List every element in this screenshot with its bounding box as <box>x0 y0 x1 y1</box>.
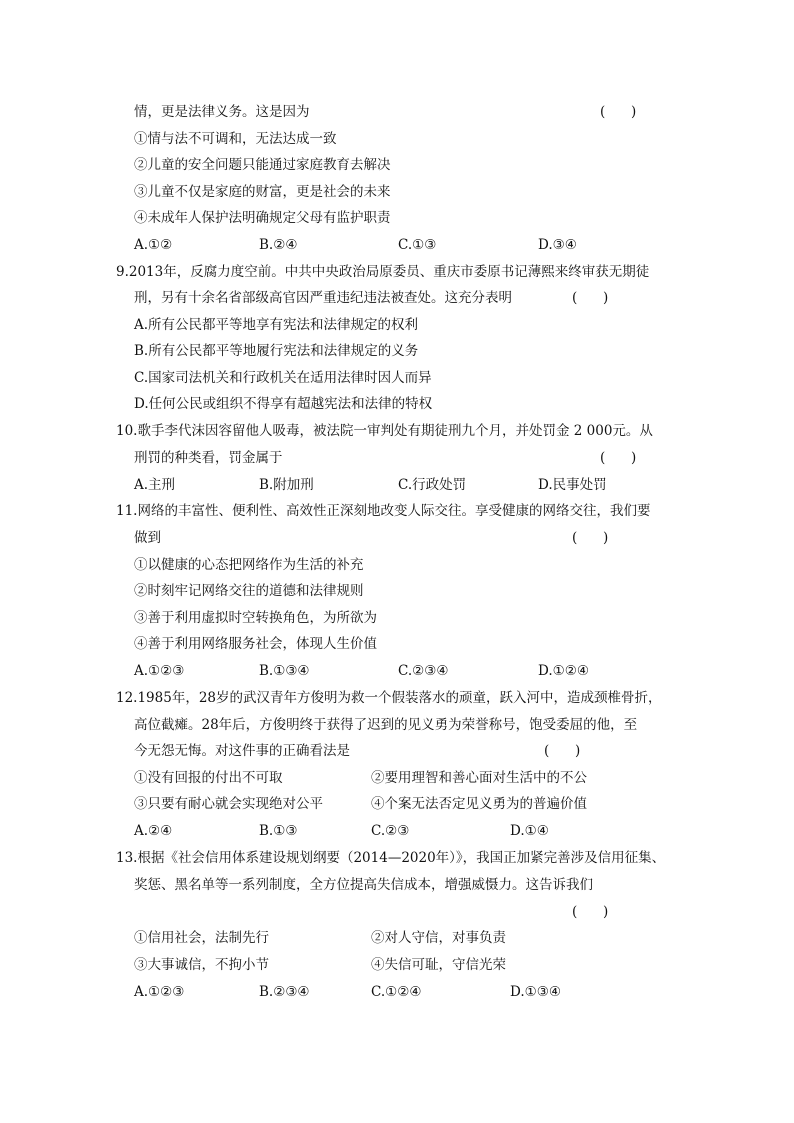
q12-item-4: ④个案无法否定见义勇为的普遍价值 <box>371 796 587 812</box>
q8-option-a: A.①② <box>134 237 173 253</box>
q13-item-4: ④失信可耻，守信光荣 <box>371 957 506 973</box>
q10-option-d: D.民事处罚 <box>538 477 607 493</box>
q11-option-b: B.①③④ <box>259 663 310 679</box>
q13-item-3: ③大事诚信，不拘小节 <box>134 957 269 973</box>
q8-option-b: B.②④ <box>259 237 298 253</box>
q11-item-4: ④善于利用网络服务社会，体现人生价值 <box>134 636 377 652</box>
q9-option-c: C.国家司法机关和行政机关在适用法律时因人而异 <box>134 370 432 386</box>
q8-item-4: ④未成年人保护法明确规定父母有监护职责 <box>134 210 391 226</box>
q10-option-c: C.行政处罚 <box>398 477 467 493</box>
q12-option-c: C.②③ <box>371 823 410 839</box>
q12-item-1: ①没有回报的付出不可取 <box>134 770 283 786</box>
q12-option-a: A.②④ <box>134 823 173 839</box>
q10-option-b: B.附加刑 <box>259 477 314 493</box>
q12-stem-line-2: 高位截瘫。28年后，方俊明终于获得了迟到的见义勇为荣誉称号，饱受委屈的他，至 <box>134 717 638 733</box>
q9-option-d: D.任何公民或组织不得享有超越宪法和法律的特权 <box>134 396 433 412</box>
q9-stem-line-1: 9.2013年，反腐力度空前。中共中央政治局原委员、重庆市委原书记薄熙来终审获无期徒 <box>116 264 650 280</box>
q9-stem-line-2: 刑，另有十余名省部级高官因严重违纪违法被查处。这充分表明 <box>134 290 512 306</box>
q8-item-2: ②儿童的安全问题只能通过家庭教育去解决 <box>134 157 391 173</box>
q12-option-d: D.①④ <box>510 823 549 839</box>
q8-option-c: C.①③ <box>398 237 437 253</box>
q10-option-a: A.主刑 <box>134 477 176 493</box>
q11-option-c: C.②③④ <box>398 663 449 679</box>
q8-item-3: ③儿童不仅是家庭的财富，更是社会的未来 <box>134 184 391 200</box>
q13-stem-line-2: 奖惩、黑名单等一系列制度，全方位提高失信成本，增强威慑力。这告诉我们 <box>134 877 593 893</box>
q11-item-3: ③善于利用虚拟时空转换角色，为所欲为 <box>134 610 377 626</box>
q11-option-a: A.①②③ <box>134 663 185 679</box>
q12-option-b: B.①③ <box>259 823 298 839</box>
q10-stem-line-2: 刑罚的种类看，罚金属于 <box>134 450 283 466</box>
q10-stem-line-1: 10.歌手李代沫因容留他人吸毒，被法院一审判处有期徒刑九个月，并处罚金 2 000元。从 <box>116 423 653 439</box>
q9-option-b: B.所有公民都平等地履行宪法和法律规定的义务 <box>134 343 419 359</box>
q12-item-2: ②要用理智和善心面对生活中的不公 <box>371 770 587 786</box>
q8-item-1: ①情与法不可调和，无法达成一致 <box>134 131 337 147</box>
q12-answer-paren: ( ) <box>544 743 581 759</box>
q8-answer-paren: ( ) <box>600 104 637 120</box>
q9-option-a: A.所有公民都平等地享有宪法和法律规定的权利 <box>134 317 419 333</box>
q11-item-2: ②时刻牢记网络交往的道德和法律规则 <box>134 583 364 599</box>
q10-answer-paren: ( ) <box>600 450 637 466</box>
q11-answer-paren: ( ) <box>572 530 609 546</box>
q13-stem-line-1: 13.根据《社会信用体系建设规划纲要（2014—2020年）》，我国正加紧完善涉及信用征集、 <box>116 850 666 866</box>
q12-stem-line-3: 今无怨无悔。对这件事的正确看法是 <box>134 743 350 759</box>
q13-option-d: D.①③④ <box>510 984 561 1000</box>
q12-stem-line-1: 12.1985年，28岁的武汉青年方俊明为救一个假装落水的顽童，跃入河中，造成颈椎骨折， <box>116 690 662 706</box>
q11-item-1: ①以健康的心态把网络作为生活的补充 <box>134 557 364 573</box>
q13-option-b: B.②③④ <box>259 984 310 1000</box>
q11-stem-line-2: 做到 <box>134 530 161 546</box>
q13-answer-paren: ( ) <box>572 904 609 920</box>
q13-item-2: ②对人守信，对事负责 <box>371 930 506 946</box>
q8-stem: 情，更是法律义务。这是因为 <box>134 104 310 120</box>
q13-option-a: A.①②③ <box>134 984 185 1000</box>
q11-option-d: D.①②④ <box>538 663 589 679</box>
q11-stem-line-1: 11.网络的丰富性、便利性、高效性正深刻地改变人际交往。享受健康的网络交往，我们要 <box>116 503 651 519</box>
q9-answer-paren: ( ) <box>572 290 609 306</box>
q8-option-d: D.③④ <box>538 237 577 253</box>
q12-item-3: ③只要有耐心就会实现绝对公平 <box>134 796 323 812</box>
q13-option-c: C.①②④ <box>371 984 422 1000</box>
q13-item-1: ①信用社会，法制先行 <box>134 930 269 946</box>
